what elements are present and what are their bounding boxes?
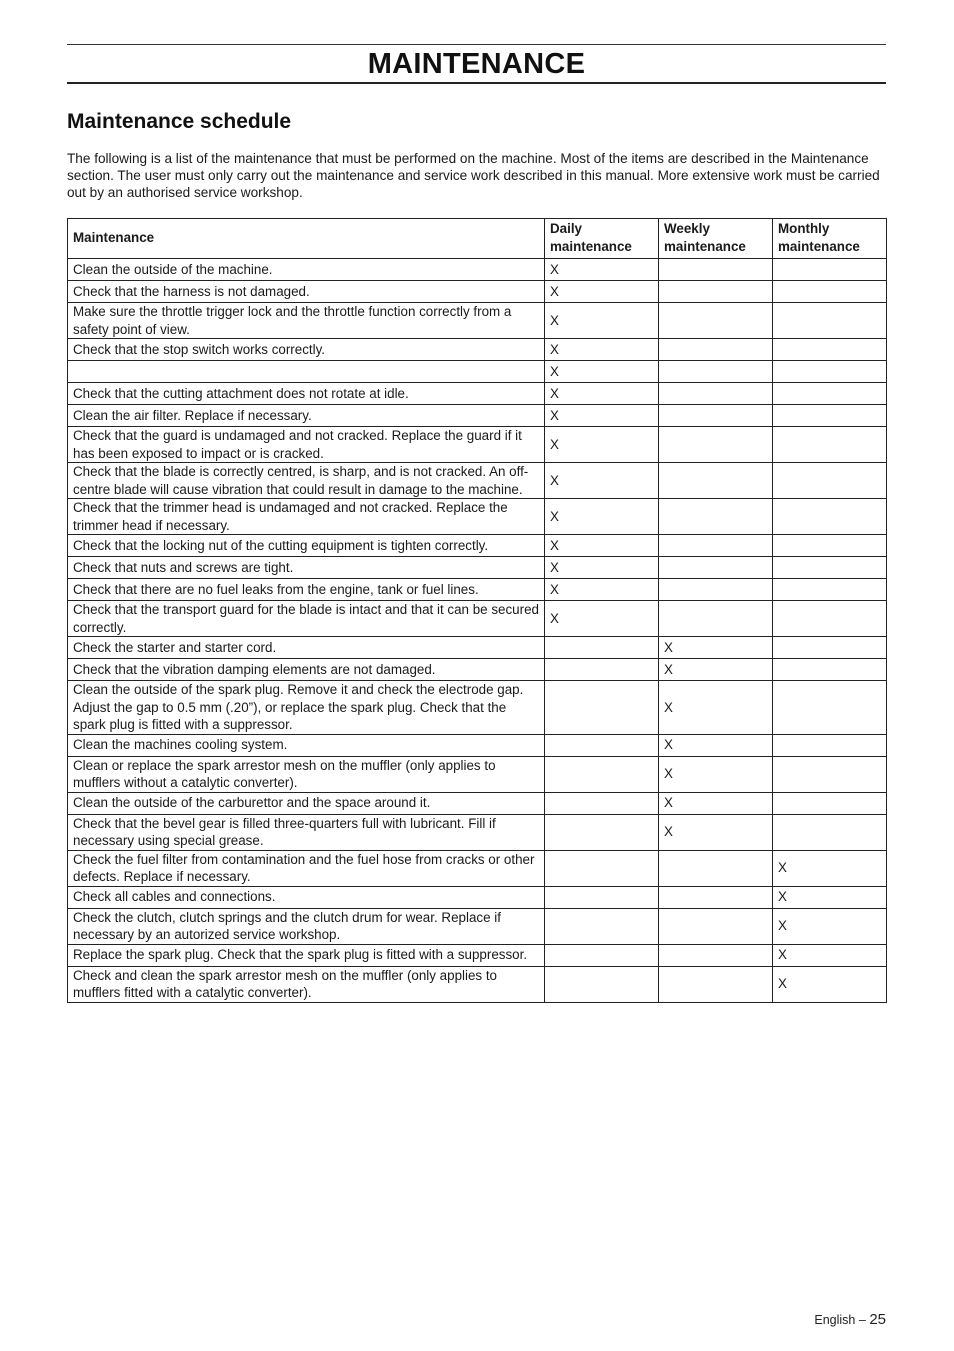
daily-cell xyxy=(545,966,659,1002)
monthly-cell xyxy=(773,499,887,535)
weekly-cell xyxy=(659,427,773,463)
task-cell: Check that the transport guard for the blade is intact and that it can be secured correctly. xyxy=(68,601,545,637)
table-row xyxy=(68,601,887,637)
header-maintenance: Maintenance xyxy=(68,219,545,259)
table-row xyxy=(68,463,887,499)
weekly-cell xyxy=(659,499,773,535)
daily-cell xyxy=(545,944,659,966)
task-cell: Clean the outside of the spark plug. Remove it and check the electrode gap. Adjust the gap to 0.5 mm (.20”), or replace the spark plug. Check that the spark plug is fitted with a suppressor. xyxy=(68,681,545,735)
monthly-cell xyxy=(773,557,887,579)
task-cell: Check that the cutting attachment does not rotate at idle. xyxy=(68,383,545,405)
weekly-cell xyxy=(659,339,773,361)
daily-cell xyxy=(545,659,659,681)
title-underline xyxy=(67,82,886,84)
intro-paragraph: The following is a list of the maintenance that must be performed on the machine. Most of the items are described in the Maintenance section. The user must only carry out the maintenance and service work described in this manual. More extensive work must be carried out by an authorised service workshop. xyxy=(67,151,880,200)
daily-cell: X xyxy=(545,427,659,463)
table-row xyxy=(68,637,887,659)
task-cell: Check all cables and connections. xyxy=(68,886,545,908)
task-cell: Check that the locking nut of the cutting equipment is tighten correctly. xyxy=(68,535,545,557)
task-cell: Clean the outside of the machine. xyxy=(68,259,545,281)
weekly-cell xyxy=(659,886,773,908)
table-row xyxy=(68,281,887,303)
weekly-cell xyxy=(659,579,773,601)
document-page xyxy=(67,44,886,1003)
table-row xyxy=(68,944,887,966)
table-row xyxy=(68,427,887,463)
table-row xyxy=(68,886,887,908)
daily-cell: X xyxy=(545,281,659,303)
table-body xyxy=(68,259,887,1003)
daily-cell xyxy=(545,908,659,944)
table-row xyxy=(68,499,887,535)
monthly-cell xyxy=(773,756,887,792)
table-row xyxy=(68,681,887,735)
task-cell: Check that the blade is correctly centred, is sharp, and is not cracked. An off-centre blade will cause vibration that could result in damage to the machine. xyxy=(68,463,545,499)
task-cell: Check and clean the spark arrestor mesh on the muffler (only applies to mufflers fitted with a catalytic converter). xyxy=(68,966,545,1002)
weekly-cell: X xyxy=(659,734,773,756)
task-cell: Check that there are no fuel leaks from the engine, tank or fuel lines. xyxy=(68,579,545,601)
monthly-cell xyxy=(773,463,887,499)
top-rule xyxy=(67,44,886,45)
weekly-cell xyxy=(659,303,773,339)
weekly-cell xyxy=(659,557,773,579)
page-number: 25 xyxy=(869,1311,886,1328)
daily-cell xyxy=(545,814,659,850)
weekly-cell xyxy=(659,944,773,966)
daily-cell xyxy=(545,734,659,756)
monthly-cell xyxy=(773,405,887,427)
table-row xyxy=(68,792,887,814)
daily-cell: X xyxy=(545,259,659,281)
table-header-row xyxy=(68,219,887,259)
table-row xyxy=(68,850,887,886)
table-row xyxy=(68,908,887,944)
table-row xyxy=(68,756,887,792)
monthly-cell xyxy=(773,339,887,361)
weekly-cell xyxy=(659,850,773,886)
weekly-cell: X xyxy=(659,659,773,681)
task-cell xyxy=(68,361,545,383)
section-title: MAINTENANCE xyxy=(367,48,586,80)
task-cell: Clean the air filter. Replace if necessary. xyxy=(68,405,545,427)
monthly-cell xyxy=(773,637,887,659)
daily-cell: X xyxy=(545,499,659,535)
monthly-cell: X xyxy=(773,908,887,944)
table-row xyxy=(68,734,887,756)
daily-cell: X xyxy=(545,383,659,405)
monthly-cell xyxy=(773,659,887,681)
daily-cell: X xyxy=(545,601,659,637)
weekly-cell xyxy=(659,908,773,944)
daily-cell xyxy=(545,886,659,908)
table-row xyxy=(68,557,887,579)
table-row xyxy=(68,303,887,339)
daily-cell: X xyxy=(545,361,659,383)
weekly-cell xyxy=(659,601,773,637)
daily-cell xyxy=(545,756,659,792)
monthly-cell xyxy=(773,361,887,383)
weekly-cell xyxy=(659,966,773,1002)
daily-cell: X xyxy=(545,463,659,499)
weekly-cell: X xyxy=(659,681,773,735)
daily-cell: X xyxy=(545,579,659,601)
table-row xyxy=(68,259,887,281)
daily-cell: X xyxy=(545,557,659,579)
task-cell: Check that the vibration damping elements are not damaged. xyxy=(68,659,545,681)
weekly-cell xyxy=(659,259,773,281)
monthly-cell xyxy=(773,281,887,303)
table-row xyxy=(68,405,887,427)
task-cell: Clean or replace the spark arrestor mesh on the muffler (only applies to mufflers without a catalytic converter). xyxy=(68,756,545,792)
monthly-cell: X xyxy=(773,850,887,886)
daily-cell: X xyxy=(545,303,659,339)
weekly-cell xyxy=(659,535,773,557)
weekly-cell: X xyxy=(659,756,773,792)
weekly-cell xyxy=(659,463,773,499)
maintenance-schedule-table xyxy=(67,218,887,1003)
table-row xyxy=(68,966,887,1002)
task-cell: Make sure the throttle trigger lock and the throttle function correctly from a safety point of view. xyxy=(68,303,545,339)
monthly-cell: X xyxy=(773,966,887,1002)
task-cell: Check that the bevel gear is filled three-quarters full with lubricant. Fill if necessary using special grease. xyxy=(68,814,545,850)
table-row xyxy=(68,814,887,850)
weekly-cell xyxy=(659,383,773,405)
header-daily: Daily maintenance xyxy=(545,219,659,259)
monthly-cell xyxy=(773,579,887,601)
header-weekly: Weekly maintenance xyxy=(659,219,773,259)
table-row xyxy=(68,535,887,557)
task-cell: Check the fuel filter from contamination and the fuel hose from cracks or other defects. Replace if necessary. xyxy=(68,850,545,886)
monthly-cell: X xyxy=(773,944,887,966)
daily-cell xyxy=(545,792,659,814)
task-cell: Clean the outside of the carburettor and the space around it. xyxy=(68,792,545,814)
table-row xyxy=(68,659,887,681)
monthly-cell xyxy=(773,427,887,463)
monthly-cell xyxy=(773,792,887,814)
monthly-cell xyxy=(773,259,887,281)
daily-cell xyxy=(545,681,659,735)
weekly-cell xyxy=(659,281,773,303)
footer-language: English xyxy=(814,1313,856,1327)
task-cell: Replace the spark plug. Check that the spark plug is fitted with a suppressor. xyxy=(68,944,545,966)
page-footer xyxy=(814,1311,886,1328)
monthly-cell: X xyxy=(773,886,887,908)
weekly-cell xyxy=(659,361,773,383)
table-row xyxy=(68,579,887,601)
subtitle: Maintenance schedule xyxy=(67,110,292,133)
weekly-cell xyxy=(659,405,773,427)
monthly-cell xyxy=(773,814,887,850)
task-cell: Check that nuts and screws are tight. xyxy=(68,557,545,579)
daily-cell: X xyxy=(545,339,659,361)
weekly-cell: X xyxy=(659,637,773,659)
monthly-cell xyxy=(773,681,887,735)
table-row xyxy=(68,383,887,405)
task-cell: Clean the machines cooling system. xyxy=(68,734,545,756)
task-cell: Check that the harness is not damaged. xyxy=(68,281,545,303)
daily-cell: X xyxy=(545,535,659,557)
monthly-cell xyxy=(773,303,887,339)
monthly-cell xyxy=(773,734,887,756)
table-row xyxy=(68,361,887,383)
weekly-cell: X xyxy=(659,792,773,814)
daily-cell: X xyxy=(545,405,659,427)
task-cell: Check the starter and starter cord. xyxy=(68,637,545,659)
header-monthly: Monthly maintenance xyxy=(773,219,887,259)
weekly-cell: X xyxy=(659,814,773,850)
table-row xyxy=(68,339,887,361)
footer-separator: – xyxy=(858,1313,866,1327)
daily-cell xyxy=(545,637,659,659)
task-cell: Check that the guard is undamaged and not cracked. Replace the guard if it has been exposed to impact or is cracked. xyxy=(68,427,545,463)
monthly-cell xyxy=(773,383,887,405)
monthly-cell xyxy=(773,535,887,557)
monthly-cell xyxy=(773,601,887,637)
task-cell: Check that the trimmer head is undamaged and not cracked. Replace the trimmer head if necessary. xyxy=(68,499,545,535)
task-cell: Check the clutch, clutch springs and the clutch drum for wear. Replace if necessary by an autorized service workshop. xyxy=(68,908,545,944)
daily-cell xyxy=(545,850,659,886)
task-cell: Check that the stop switch works correctly. xyxy=(68,339,545,361)
